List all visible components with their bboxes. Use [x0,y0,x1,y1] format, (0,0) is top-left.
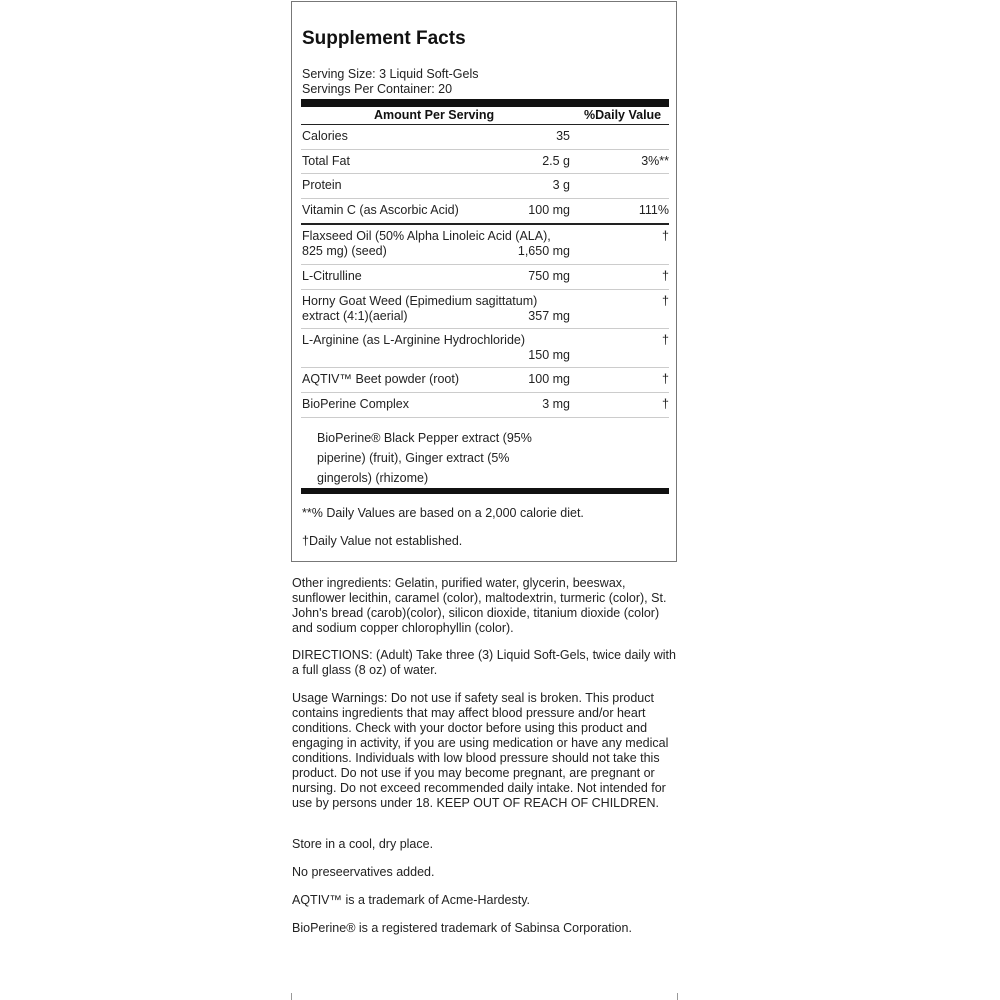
serving-size: Serving Size: 3 Liquid Soft-Gels [302,67,479,81]
row-name: L-Citrulline [302,269,362,283]
table-row-total-fat [301,150,669,174]
row-dv: † [662,269,669,283]
row-amount: 750 mg [528,269,570,283]
nutrient-table [301,125,669,488]
section-divider [301,488,669,494]
row-name: Protein [302,178,342,192]
usage-warnings: Usage Warnings: Do not use if safety seal is broken. This product contains ingredients that may affect blood pressure and/or heart conditions. Check with your doctor before using this product and engaging in activity, if you are using medication or have any medical conditions. Individuals with low blood pressure should not take this product. Do not use if you may become pregnant, are pregnant or nursing. Do not exceed recommended daily intake. Not intended for use by persons under 18. KEEP OUT OF REACH OF CHILDREN. [292,691,669,810]
supplement-facts-panel [291,1,677,562]
row-name: Calories [302,129,348,143]
panel-title: Supplement Facts [302,28,466,49]
row-dv: † [662,397,669,411]
preservatives-note: No preseervatives added. [292,865,435,879]
table-row-protein [301,174,669,199]
right-edge-mark [677,993,678,1000]
left-edge-mark [291,993,292,1000]
row-amount: 1,650 mg [517,244,570,258]
row-dv: † [662,294,669,308]
table-row-l-arginine [301,329,669,368]
servings-per-container: Servings Per Container: 20 [302,82,453,96]
row-name: Flaxseed Oil (50% Alpha Linoleic Acid (ALA), 825 mg) (seed) [302,229,551,258]
table-header [301,99,669,125]
table-row-horny-goat-weed [301,290,669,329]
footnote-daily-values: **% Daily Values are based on a 2,000 calorie diet. [302,506,584,520]
table-row-aqtiv-beet-powder [301,368,669,393]
row-amount: 357 mg [528,309,570,323]
row-name: Horny Goat Weed (Epimedium sagittatum) extract (4:1)(aerial) [302,294,538,323]
row-dv: † [662,333,669,347]
row-amount: 100 mg [528,372,570,386]
aqtiv-trademark: AQTIV™ is a trademark of Acme-Hardesty. [292,893,531,907]
table-row-bioperine-detail [301,418,669,488]
row-amount: 3 mg [542,397,570,411]
footnote-dagger: †Daily Value not established. [302,534,463,548]
row-dv: † [662,229,669,243]
row-dv: † [662,372,669,386]
row-name: AQTIV™ Beet powder (root) [302,372,460,386]
directions: DIRECTIONS: (Adult) Take three (3) Liquid Soft-Gels, twice daily with a full glass (8 oz) of water. [292,648,676,677]
table-row-calories [301,125,669,150]
row-name: BioPerine Complex [302,397,409,411]
row-amount: 3 g [552,178,570,192]
table-row-l-citrulline [301,265,669,290]
row-name: BioPerine® Black Pepper extract (95% piperine) (fruit), Ginger extract (5% gingerols) (rhizome) [317,431,532,485]
row-amount: 100 mg [528,203,570,217]
row-amount: 2.5 g [542,154,570,168]
row-amount: 35 [556,129,570,143]
row-name: L-Arginine (as L-Arginine Hydrochloride) [302,333,526,347]
table-row-vitamin-c [301,199,669,225]
header-amount-per-serving: Amount Per Serving [374,108,495,122]
row-amount: 150 mg [528,348,570,362]
storage-note: Store in a cool, dry place. [292,837,434,851]
row-name: Total Fat [302,154,350,168]
row-dv: 111% [638,203,669,217]
other-ingredients: Other ingredients: Gelatin, purified water, glycerin, beeswax, sunflower lecithin, caramel (color), maltodextrin, turmeric (color), St. John's bread (carob)(color), silicon dioxide, titanium dioxide (color) and sodium copper chlorophyllin (color). [292,576,667,635]
table-row-flaxseed-oil [301,225,669,265]
header-daily-value: %Daily Value [584,108,662,122]
bioperine-trademark: BioPerine® is a registered trademark of Sabinsa Corporation. [292,921,632,935]
row-name: Vitamin C (as Ascorbic Acid) [302,203,459,217]
table-row-bioperine-complex [301,393,669,418]
row-dv: 3%** [641,154,669,168]
